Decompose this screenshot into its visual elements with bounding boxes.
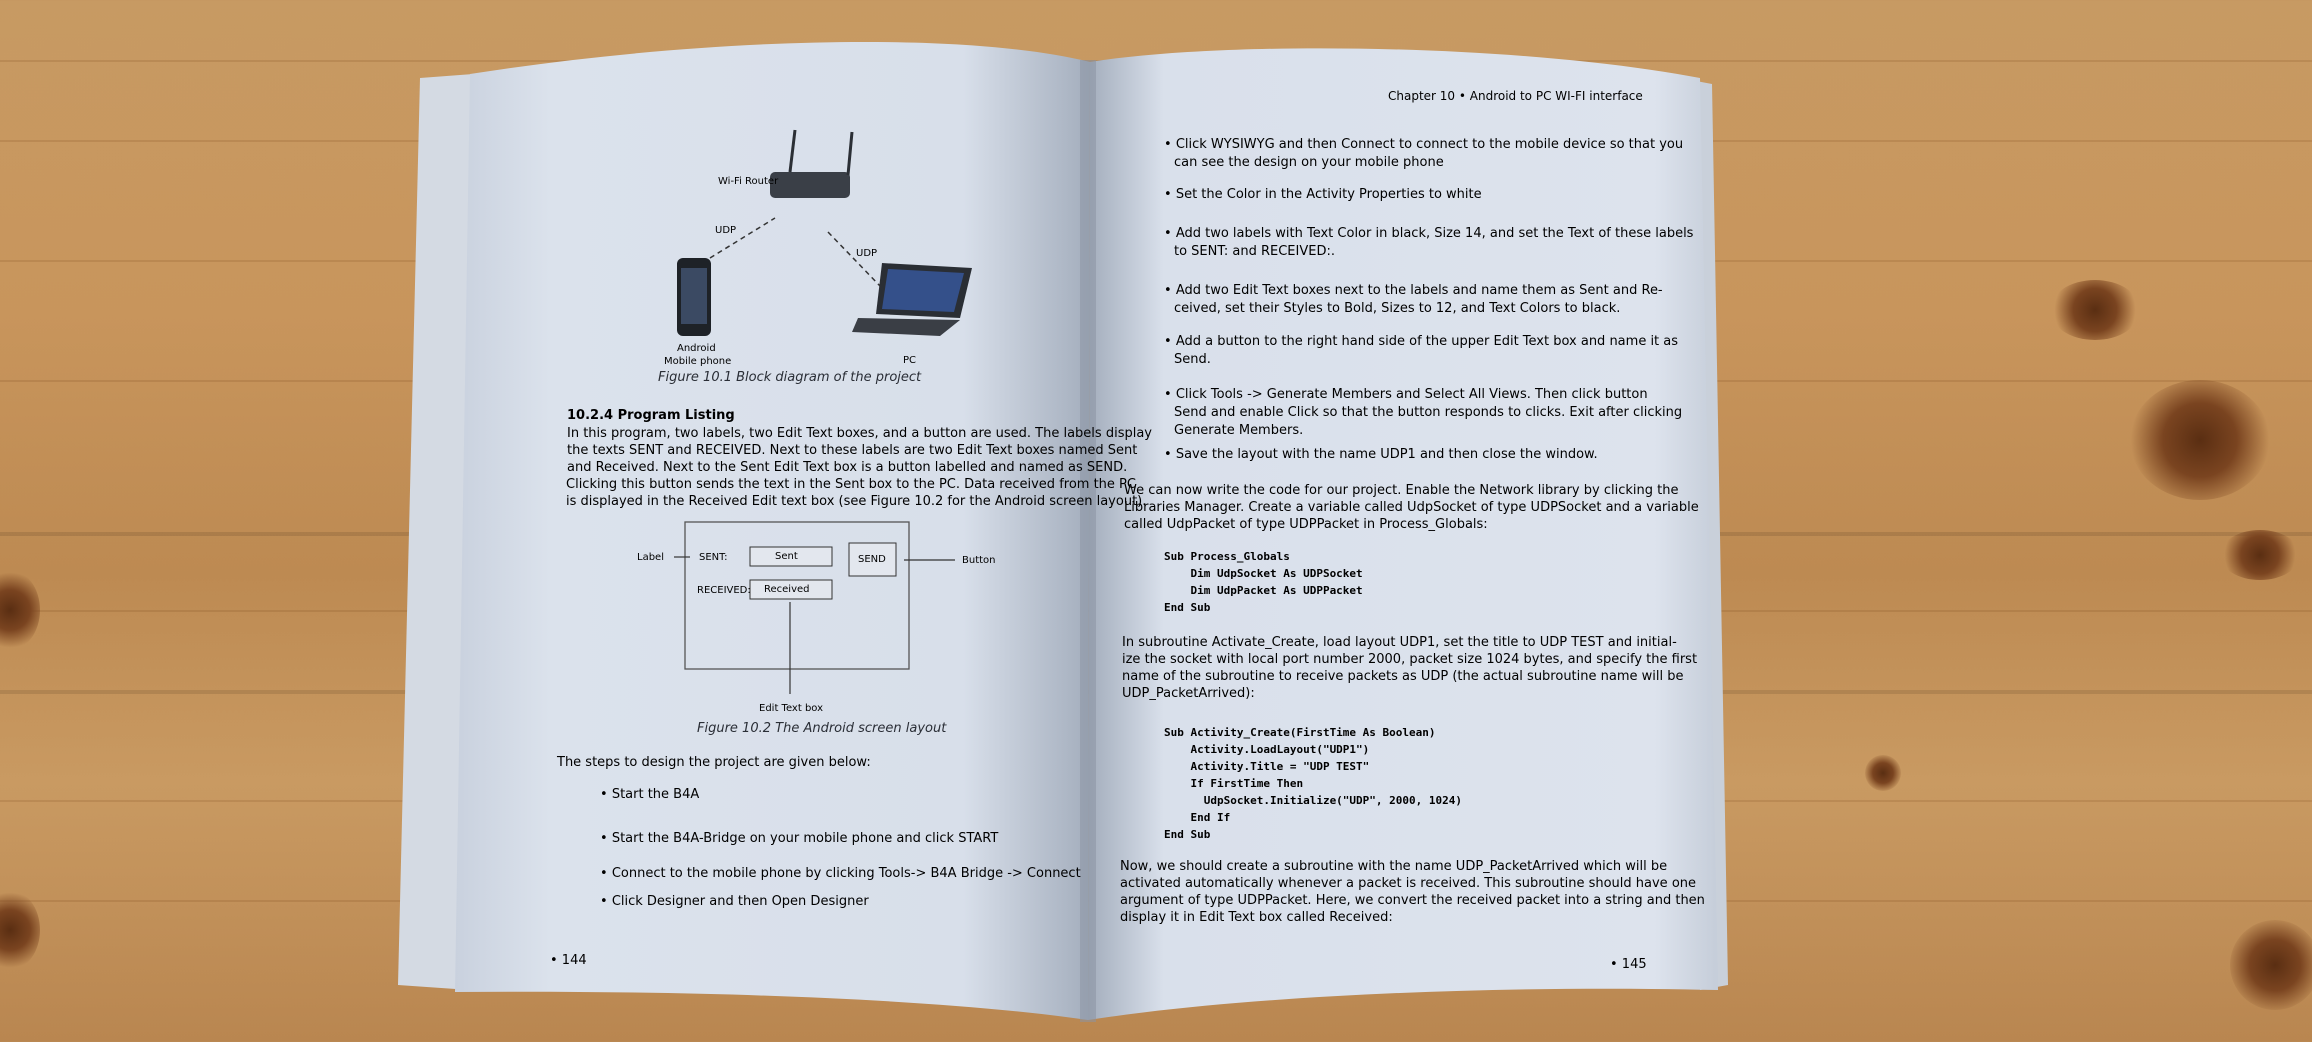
code-line: Dim UdpSocket As UDPSocket bbox=[1164, 567, 1363, 580]
spine-shadow bbox=[1080, 60, 1096, 1022]
section-para-line: the texts SENT and RECEIVED. Next to these labels are two Edit Text boxes named Sent bbox=[567, 443, 1138, 458]
figure-1-caption: Figure 10.1 Block diagram of the project bbox=[658, 370, 922, 385]
code-line: End Sub bbox=[1164, 828, 1211, 841]
design-bullet: • Click WYSIWYG and then Connect to connect to the mobile device so that you bbox=[1164, 137, 1684, 152]
step-item: • Connect to the mobile phone by clicking Tools-> B4A Bridge -> Connect bbox=[600, 866, 1081, 881]
para-line: argument of type UDPPacket. Here, we convert the received packet into a string and then bbox=[1120, 893, 1705, 908]
received-box-text: Received bbox=[764, 584, 810, 595]
section-para-line: In this program, two labels, two Edit Text boxes, and a button are used. The labels display bbox=[567, 426, 1152, 441]
para-line: Now, we should create a subroutine with the name UDP_PacketArrived which will be bbox=[1120, 859, 1668, 874]
section-heading: 10.2.4 Program Listing bbox=[567, 408, 735, 423]
design-bullet-line: Click WYSIWYG and then Connect to connect to the mobile device so that you bbox=[1175, 137, 1684, 152]
step-item: • Start the B4A bbox=[600, 787, 700, 802]
para-line: UDP_PacketArrived): bbox=[1122, 686, 1255, 701]
design-bullet-cont: Send. bbox=[1174, 352, 1211, 367]
section-para-line: and Received. Next to the Sent Edit Text box is a button labelled and named as SEND. bbox=[567, 460, 1128, 475]
pc-label: PC bbox=[903, 355, 917, 366]
design-bullet-cont: Send and enable Click so that the button responds to clicks. Exit after clicking bbox=[1174, 405, 1683, 420]
phone-label-2: Mobile phone bbox=[664, 356, 732, 367]
design-bullet: • Add two Edit Text boxes next to the labels and name them as Sent and Re- bbox=[1164, 283, 1663, 298]
edit-text-annotation: Edit Text box bbox=[759, 703, 824, 714]
design-bullet-line: Set the Color in the Activity Properties to white bbox=[1175, 187, 1482, 202]
design-bullet: • Set the Color in the Activity Properties to white bbox=[1164, 187, 1482, 202]
design-bullet-line: Save the layout with the name UDP1 and then close the window. bbox=[1175, 447, 1598, 462]
code-line: Activity.LoadLayout("UDP1") bbox=[1164, 743, 1370, 756]
code-line: Sub Activity_Create(FirstTime As Boolean) bbox=[1164, 726, 1436, 739]
design-bullet: • Add a button to the right hand side of the upper Edit Text box and name it as bbox=[1164, 334, 1679, 349]
para-line: activated automatically whenever a packet is received. This subroutine should have one bbox=[1120, 876, 1697, 891]
running-header: Chapter 10 • Android to PC WI-FI interface bbox=[1388, 89, 1643, 103]
design-bullet-cont: Generate Members. bbox=[1174, 423, 1304, 438]
para-line: display it in Edit Text box called Received: bbox=[1120, 910, 1393, 925]
phone-label-1: Android bbox=[677, 343, 716, 354]
step-item-text: Click Designer and then Open Designer bbox=[611, 894, 869, 909]
design-bullet-cont: ceived, set their Styles to Bold, Sizes to 12, and Text Colors to black. bbox=[1174, 301, 1621, 316]
steps-intro: The steps to design the project are given below: bbox=[557, 755, 871, 770]
code-line: UdpSocket.Initialize("UDP", 2000, 1024) bbox=[1164, 794, 1463, 807]
step-item-text: Connect to the mobile phone by clicking Tools-> B4A Bridge -> Connect bbox=[611, 866, 1081, 881]
left-page-number: • 144 bbox=[550, 953, 587, 968]
para-line: In subroutine Activate_Create, load layout UDP1, set the title to UDP TEST and initial- bbox=[1122, 635, 1677, 650]
sent-box-text: Sent bbox=[775, 551, 798, 562]
design-bullet: • Save the layout with the name UDP1 and then close the window. bbox=[1164, 447, 1598, 462]
para-line: name of the subroutine to receive packets as UDP (the actual subroutine name will be bbox=[1122, 669, 1684, 684]
step-item-text: Start the B4A-Bridge on your mobile phone and click START bbox=[611, 831, 999, 846]
udp-label-left: UDP bbox=[715, 225, 737, 236]
design-bullet-line: Add two labels with Text Color in black, Size 14, and set the Text of these labels bbox=[1175, 226, 1694, 241]
received-label: RECEIVED: bbox=[697, 585, 751, 596]
para-line: ize the socket with local port number 2000, packet size 1024 bytes, and specify the first bbox=[1122, 652, 1698, 667]
send-button-text: SEND bbox=[858, 554, 886, 565]
step-item: • Click Designer and then Open Designer bbox=[600, 894, 869, 909]
code-line: End Sub bbox=[1164, 601, 1211, 614]
section-para-line: is displayed in the Received Edit text box (see Figure 10.2 for the Android screen layout). bbox=[566, 494, 1147, 509]
design-bullet: • Add two labels with Text Color in black, Size 14, and set the Text of these labels bbox=[1164, 226, 1694, 241]
code-line: If FirstTime Then bbox=[1164, 777, 1304, 790]
code-line: Dim UdpPacket As UDPPacket bbox=[1164, 584, 1363, 597]
para-line: called UdpPacket of type UDPPacket in Process_Globals: bbox=[1124, 517, 1488, 532]
code-line: End If bbox=[1164, 811, 1231, 824]
section-para-line: Clicking this button sends the text in the Sent box to the PC. Data received from the PC bbox=[566, 477, 1136, 492]
design-bullet-cont: to SENT: and RECEIVED:. bbox=[1174, 244, 1335, 259]
button-annotation: Button bbox=[962, 555, 996, 566]
design-bullet: • Click Tools -> Generate Members and Select All Views. Then click button bbox=[1164, 387, 1648, 402]
design-bullet-line: Add a button to the right hand side of the upper Edit Text box and name it as bbox=[1175, 334, 1679, 349]
design-bullet-line: Click Tools -> Generate Members and Select All Views. Then click button bbox=[1175, 387, 1648, 402]
sent-label: SENT: bbox=[699, 552, 728, 563]
step-item: • Start the B4A-Bridge on your mobile phone and click START bbox=[600, 831, 999, 846]
android-phone-icon bbox=[677, 258, 711, 336]
design-bullet-line: Add two Edit Text boxes next to the labels and name them as Sent and Re- bbox=[1175, 283, 1663, 298]
code-line: Activity.Title = "UDP TEST" bbox=[1164, 760, 1370, 773]
right-page-number: • 145 bbox=[1610, 957, 1647, 972]
para-line: Libraries Manager. Create a variable called UdpSocket of type UDPSocket and a variable bbox=[1124, 500, 1699, 515]
figure-2-caption: Figure 10.2 The Android screen layout bbox=[697, 721, 947, 736]
label-annotation: Label bbox=[637, 552, 664, 563]
design-bullet-cont: can see the design on your mobile phone bbox=[1174, 155, 1444, 170]
step-item-text: Start the B4A bbox=[611, 787, 700, 802]
udp-label-right: UDP bbox=[856, 248, 878, 259]
router-label: Wi-Fi Router bbox=[718, 176, 779, 187]
para-line: We can now write the code for our project. Enable the Network library by clicking the bbox=[1124, 483, 1679, 498]
code-line: Sub Process_Globals bbox=[1164, 550, 1290, 563]
